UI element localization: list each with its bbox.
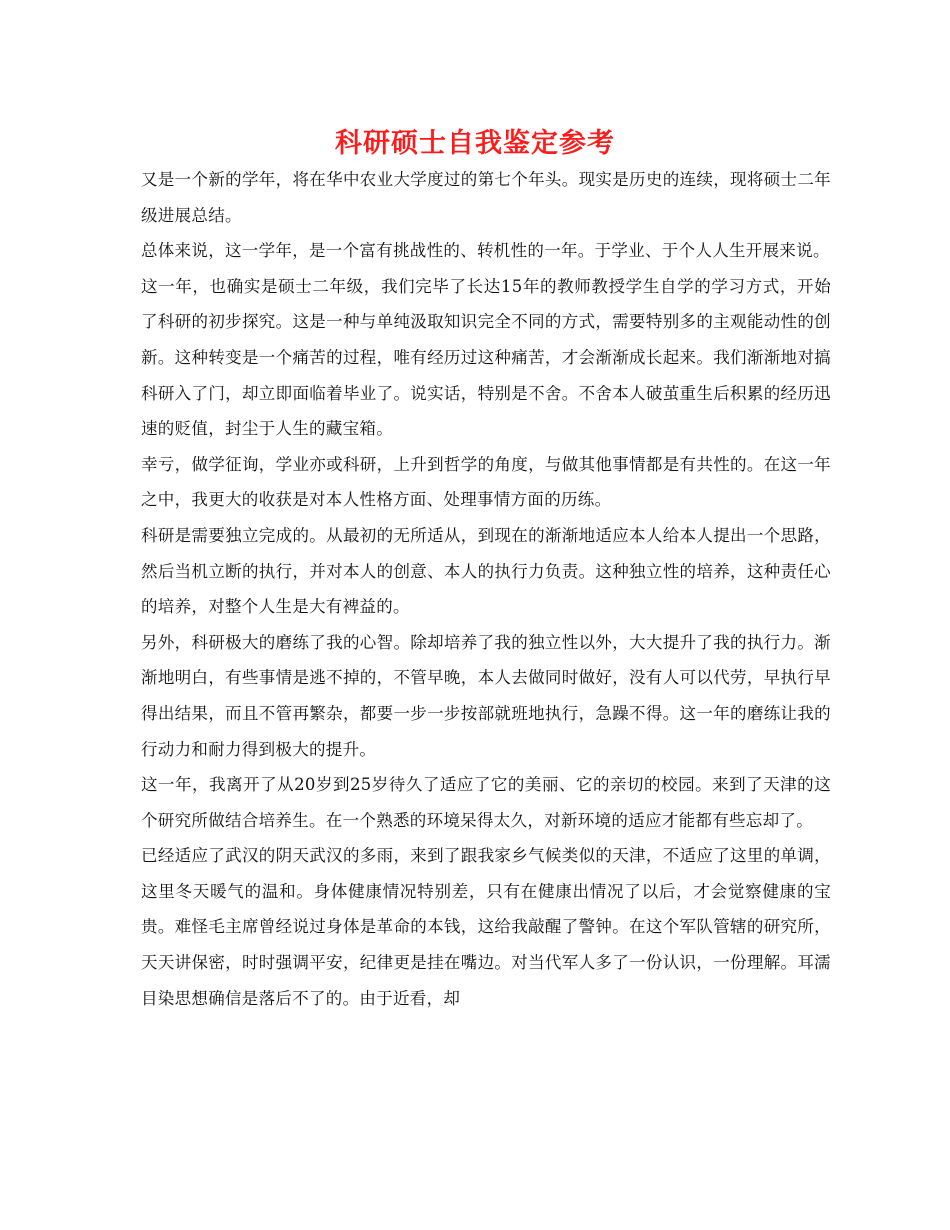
paragraph: 这一年，我离开了从20岁到25岁待久了适应了它的美丽、它的亲切的校园。来到了天津的这个研究所做结合培养生。在一个熟悉的环境呆得太久，对新环境的适应才能都有些忘却了。 bbox=[141, 775, 831, 830]
paragraph: 幸亏，做学征询，学业亦或科研，上升到哲学的角度，与做其他事情都是有共性的。在这一年之中，我更大的收获是对本人性格方面、处理事情方面的历练。 bbox=[141, 454, 831, 510]
paragraph: 另外，科研极大的磨练了我的心智。除却培养了我的独立性以外，大大提升了我的执行力。渐渐地明白，有些事情是逃不掉的，不管早晚，本人去做同时做好，没有人可以代劳，早执行早得出结果，而且不管再繁杂，都要一步一步按部就班地执行，急躁不得。这一年的磨练让我的行动力和耐力得到极大的提升。 bbox=[141, 632, 831, 759]
paragraph: 科研是需要独立完成的。从最初的无所适从，到现在的渐渐地适应本人给本人提出一个思路，然后当机立断的执行，并对本人的创意、本人的执行力负责。这种独立性的培养，这种责任心的培养，对整个人生是大有裨益的。 bbox=[141, 525, 831, 617]
paragraph: 总体来说，这一学年，是一个富有挑战性的、转机性的一年。于学业、于个人人生开展来说。 bbox=[141, 241, 830, 261]
paragraph: 又是一个新的学年，将在华中农业大学度过的第七个年头。现实是历史的连续，现将硕士二年级进展总结。 bbox=[141, 170, 831, 225]
document-title: 科研硕士自我鉴定参考 bbox=[335, 128, 615, 159]
document-body bbox=[141, 162, 831, 1016]
paragraph: 这一年，也确实是硕士二年级，我们完毕了长达15年的教师教授学生自学的学习方式，开始了科研的初步探究。这是一种与单纯汲取知识完全不同的方式，需要特别多的主观能动性的创新。这种转变是一个痛苦的过程，唯有经历过这种痛苦，才会渐渐成长起来。我们渐渐地对搞科研入了门，却立即面临着毕业了。说实话，特别是不舍。不舍本人破茧重生后积累的经历迅速的贬值，封尘于人生的藏宝箱。 bbox=[141, 276, 831, 439]
paragraph: 已经适应了武汉的阴天武汉的多雨，来到了跟我家乡气候类似的天津，不适应了这里的单调，这里冬天暖气的温和。身体健康情况特别差，只有在健康出情况了以后，才会觉察健康的宝贵。难怪毛主席曾经说过身体是革命的本钱，这给我敲醒了警钟。在这个军队管辖的研究所，天天讲保密，时时强调平安，纪律更是挂在嘴边。对当代军人多了一份认识，一份理解。耳濡目染思想确信是落后不了的。由于近看，却 bbox=[141, 846, 831, 1008]
